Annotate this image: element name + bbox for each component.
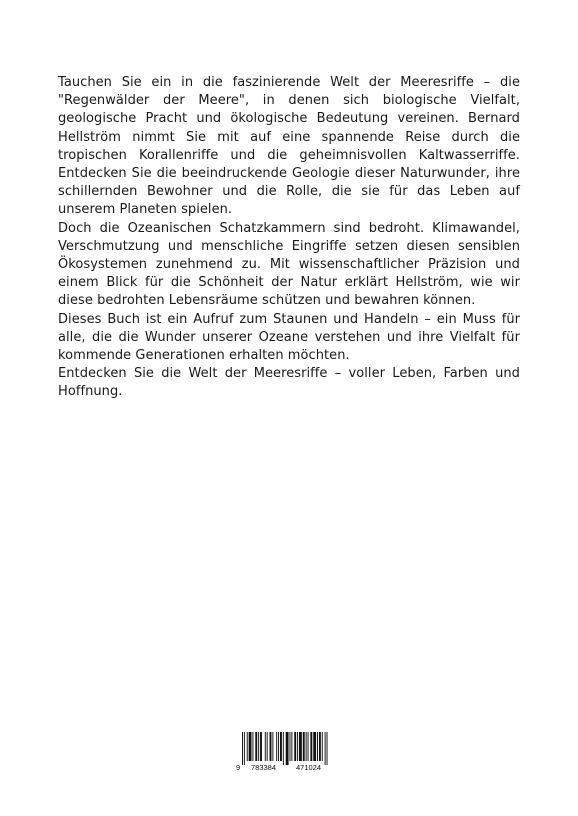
barcode-bar [280, 732, 282, 761]
barcode-bar [325, 732, 326, 765]
barcode-bar [242, 732, 243, 765]
barcode-bar [286, 732, 289, 765]
barcode-bar [272, 732, 273, 761]
barcode-bar [252, 732, 253, 761]
barcode-bar [270, 732, 272, 761]
blurb-paragraph-1: Tauchen Sie ein in die faszinierende Welt der Meeresriffe – die "Regenwälder der Meere", in denen sich biologische Vielfalt, geologische Pracht und ökologische Bedeutung vereinen. Bernard Hellström nimmt Sie mit auf eine spannende Reise durch die tropischen Korallenriffe und die geheimnisvollen Kaltwasserriffe. Entdecken Sie die beeindruckende Geologie dieser Naturwunder, ihre schillernden Bewohner und die Rolle, die sie für das Leben auf unserem Planeten spielen. [58, 75, 520, 218]
barcode-group-left: 783384 [251, 763, 277, 772]
barcode-digit-first: 9 [236, 763, 241, 772]
blurb-paragraph-2: Doch die Ozeanischen Schatzkammern sind bedroht. Klimawandel, Verschmutzung und menschliche Eingriffe setzen diesen sensiblen Ökosystemen zunehmend zu. Mit wissenschaftlicher Präzision und einem Blick für die Schönheit der Natur erklärt Hellström, wie wir diese bedrohten Lebensräume schützen und bewahren können. [58, 220, 520, 309]
barcode-bar [297, 732, 298, 761]
barcode-bar [290, 732, 291, 761]
blurb-paragraph-4: Entdecken Sie die Welt der Meeresriffe – voller Leben, Farben und Hoffnung. [58, 366, 520, 400]
isbn-barcode [234, 730, 340, 772]
barcode-graphic [234, 730, 340, 772]
barcode-bar [278, 732, 279, 761]
barcode-bar [249, 732, 252, 761]
back-cover-blurb [58, 74, 520, 402]
barcode-bar [327, 732, 328, 765]
barcode-bar [299, 732, 302, 761]
barcode-bar [322, 732, 323, 761]
barcode-bar [265, 732, 266, 761]
blurb-paragraph-3: Dieses Buch ist ein Aufruf zum Staunen und Handeln – ein Muss für alle, die die Wunder unserer Ozeane verstehen und ihre Vielfalt für kommende Generationen erhalten möchten. [58, 311, 520, 364]
barcode-bar [291, 732, 292, 761]
barcode-bars [242, 732, 328, 765]
barcode-bar [244, 732, 245, 765]
barcode-bar [255, 732, 257, 761]
barcode-bar [313, 732, 316, 761]
barcode-bar [247, 732, 248, 761]
barcode-bar [294, 732, 296, 761]
barcode-bar [276, 732, 277, 761]
barcode-bar [267, 732, 268, 761]
barcode-group-right: 471024 [296, 763, 322, 772]
barcode-bar [306, 732, 307, 761]
barcode-bar [303, 732, 305, 761]
barcode-bar [283, 732, 284, 765]
barcode-bar [317, 732, 318, 761]
barcode-bar [260, 732, 262, 761]
barcode-bar [319, 732, 321, 761]
barcode-bar [310, 732, 312, 761]
barcode-bar [258, 732, 259, 761]
barcode-bar [308, 732, 309, 761]
